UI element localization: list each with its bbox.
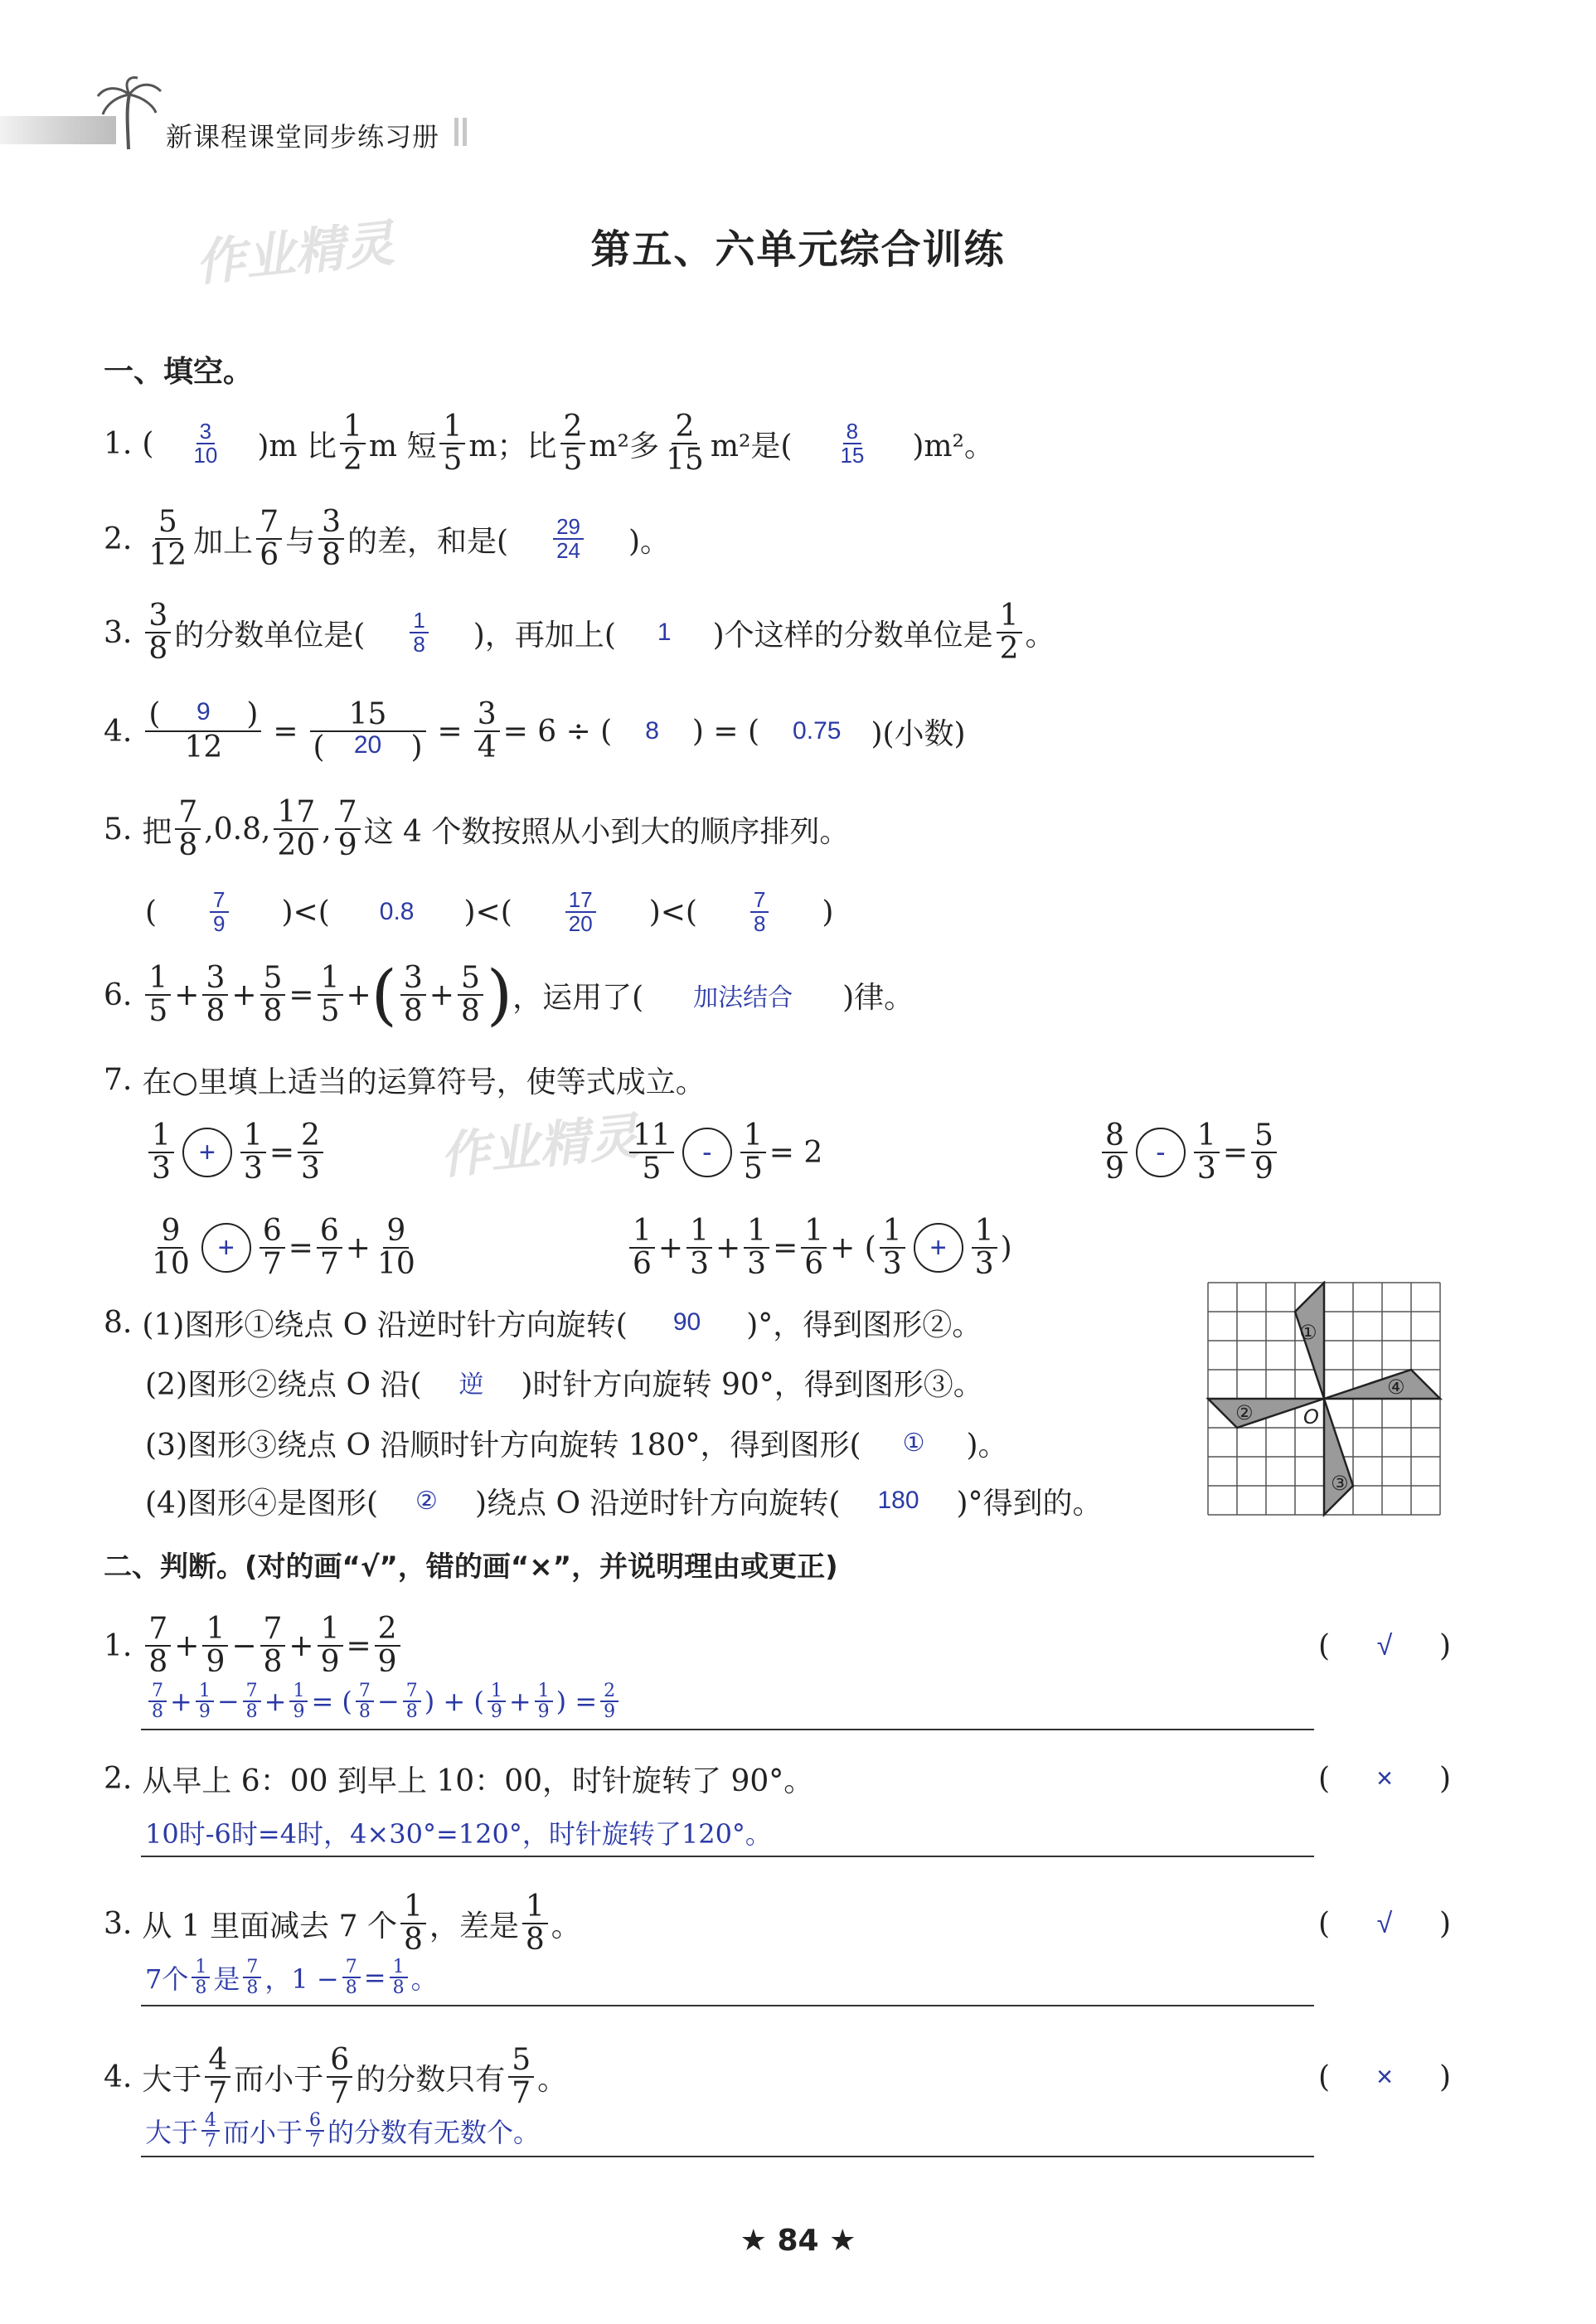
answer-fraction: $\frac{3}{10}$ bbox=[193, 418, 218, 468]
question-number: 5. bbox=[104, 812, 133, 847]
question-text: 。 bbox=[551, 1909, 581, 1943]
question-text: 与 bbox=[285, 524, 316, 559]
operator-circle: - bbox=[682, 1128, 732, 1177]
question-number: 4. bbox=[104, 2060, 133, 2094]
question-text: (2)图形②绕点 O 沿( bbox=[145, 1367, 422, 1402]
question-text: )m 比 bbox=[257, 429, 337, 463]
judgement-mark: ( × ) bbox=[1318, 2060, 1451, 2094]
question-text: 把 bbox=[142, 814, 172, 849]
question-text: )时针方向旋转 90°，得到图形③。 bbox=[521, 1367, 983, 1402]
fraction: 15 ( 20 ) bbox=[310, 699, 426, 764]
answer-value: 0.8 bbox=[379, 898, 415, 925]
question-text: )，再加上( bbox=[473, 618, 616, 653]
explanation-2: 10时-6时=4时，4×30°=120°，时针旋转了120°。 bbox=[145, 1818, 772, 1850]
fraction: $\frac{7}{8}$ bbox=[175, 797, 201, 861]
question-text: 在○里填上适当的运算符号，使等式成立。 bbox=[142, 1065, 706, 1099]
book-title: 新课程课堂同步练习册 bbox=[166, 121, 440, 153]
judgement-4: 4. 大于 $\frac{4}{7}$ 而小于 $\frac{6}{7}$ 的分数只有 $\frac{5}{7}$ 。 bbox=[104, 2043, 568, 2110]
section-heading: 一、填空。 bbox=[104, 355, 254, 389]
fraction: $\frac{2}{5}$ bbox=[560, 411, 586, 476]
answer-value: 8 bbox=[645, 717, 659, 745]
answer-fraction: $\frac{29}{24}$ bbox=[553, 516, 584, 563]
question-text: ) = ( bbox=[691, 714, 760, 749]
header-divider bbox=[454, 118, 458, 146]
answer-value: 180 bbox=[877, 1487, 919, 1514]
answer-fraction: $\frac{1}{8}$ bbox=[410, 609, 428, 657]
judgement-mark: ( √ ) bbox=[1318, 1906, 1451, 1941]
question-5 bbox=[104, 792, 849, 866]
question-text: )个这样的分数单位是 bbox=[712, 618, 993, 653]
question-text: 的分数只有 bbox=[356, 2062, 506, 2097]
question-number: 4. bbox=[104, 714, 133, 749]
equation-row: $\frac{11}{5}$ - $\frac{1}{5}$ = 2 bbox=[626, 1111, 822, 1194]
question-number: 3. bbox=[104, 1906, 133, 1941]
question-text: 而小于 bbox=[234, 2062, 324, 2097]
question-text: 从 1 里面减去 7 个 bbox=[142, 1909, 397, 1943]
question-8-part-3 bbox=[145, 1418, 1008, 1468]
shape-label: ① bbox=[1299, 1321, 1317, 1344]
question-text: )°得到的。 bbox=[956, 1486, 1103, 1521]
question-text: )。 bbox=[628, 524, 671, 559]
explanation-4: 大于 $\frac{4}{7}$ 而小于 $\frac{6}{7}$ 的分数有无数个。 bbox=[145, 2109, 541, 2152]
equation-row: $\frac{1}{3}$ + $\frac{1}{3}$ = $\frac{2}{3}$ bbox=[145, 1111, 327, 1194]
palm-tree-icon bbox=[91, 76, 166, 151]
answer-value: 1 bbox=[657, 619, 672, 646]
shape-label: ④ bbox=[1387, 1375, 1405, 1399]
fraction: $\frac{2}{15}$ bbox=[666, 410, 704, 477]
fraction: $\frac{5}{12}$ bbox=[148, 505, 187, 572]
question-text: 的分数单位是( bbox=[174, 618, 366, 653]
watermark: 作业精灵 bbox=[192, 214, 397, 294]
origin-label: O bbox=[1303, 1405, 1319, 1429]
answer-value: 90 bbox=[672, 1308, 701, 1336]
judgement-mark: ( √ ) bbox=[1318, 1628, 1451, 1663]
rotation-grid-figure bbox=[1206, 1281, 1447, 1521]
paren: ( bbox=[142, 426, 154, 461]
question-text: 大于 bbox=[142, 2062, 202, 2097]
fraction: ( 9 ) 12 bbox=[145, 699, 261, 764]
question-number: 1. bbox=[104, 426, 133, 461]
question-text: )m²。 bbox=[912, 429, 994, 463]
question-text: ，差是 bbox=[429, 1909, 519, 1943]
question-number: 2. bbox=[104, 1761, 133, 1796]
question-number: 8. bbox=[104, 1305, 133, 1340]
question-text: ,0.8, bbox=[204, 812, 271, 847]
answer-underline bbox=[141, 1856, 1314, 1857]
question-8-part-4 bbox=[145, 1476, 1103, 1526]
question-2 bbox=[104, 502, 670, 576]
fraction: $\frac{1}{5}$ bbox=[439, 411, 465, 476]
equation-row: $\frac{8}{9}$ - $\frac{1}{3}$ = $\frac{5}{9}$ bbox=[1099, 1111, 1280, 1194]
judgement-1: 1. $\frac{7}{8}$ + $\frac{1}{9}$ − $\frac{7}{8}$ + $\frac{1}{9}$ = $\frac{2}{9}$ bbox=[104, 1604, 404, 1687]
answer-value: ② bbox=[415, 1487, 438, 1515]
watermark: 作业精灵 bbox=[437, 1107, 642, 1186]
answer-value: ① bbox=[902, 1429, 925, 1457]
question-text: ，运用了( bbox=[512, 980, 644, 1015]
judgement-mark: ( × ) bbox=[1318, 1761, 1451, 1796]
answer-fraction: $\frac{8}{15}$ bbox=[840, 418, 865, 468]
question-number: 7. bbox=[104, 1062, 133, 1097]
question-7 bbox=[104, 1055, 706, 1104]
question-text: m；比 bbox=[468, 429, 557, 463]
page-title: 第五、六单元综合训练 bbox=[590, 226, 1006, 273]
answer-value: 0.75 bbox=[793, 717, 842, 745]
section-heading: 二、判断。(对的画“√”，错的画“×”，并说明理由或更正) bbox=[104, 1550, 838, 1584]
question-4: 4. ( 9 ) 12 = 15 ( 20 ) = $\frac{3}{4}$ = 6 ÷ ( 8 ) = ( 0.75 )(小数) bbox=[104, 697, 966, 764]
question-text: m 短 bbox=[368, 429, 437, 463]
answer-underline bbox=[141, 1729, 1314, 1730]
question-1 bbox=[104, 406, 994, 481]
question-8-part-2 bbox=[145, 1357, 983, 1407]
operator-circle: - bbox=[1136, 1128, 1186, 1177]
explanation-3: 7个 $\frac{1}{8}$ 是 $\frac{7}{8}$ ，1 − $\frac{7}{8}$ = $\frac{1}{8}$ 。 bbox=[145, 1956, 438, 1998]
question-text: 的差，和是( bbox=[347, 524, 509, 559]
answer-underline bbox=[141, 2156, 1314, 2157]
operator-circle: + bbox=[914, 1223, 963, 1273]
question-number: 2. bbox=[104, 522, 133, 556]
answer-value: 逆 bbox=[458, 1371, 484, 1399]
operator-circle: + bbox=[201, 1223, 251, 1273]
question-text: m²是( bbox=[710, 429, 793, 463]
answer-fraction: $\frac{7}{9}$ bbox=[210, 889, 228, 936]
question-number: 6. bbox=[104, 978, 133, 1012]
fraction: $\frac{1}{2}$ bbox=[340, 411, 366, 476]
question-text: , bbox=[322, 812, 332, 847]
question-number: 1. bbox=[104, 1628, 133, 1663]
fraction: $\frac{3}{8}$ bbox=[318, 507, 344, 571]
operator-circle: + bbox=[182, 1128, 232, 1177]
question-number: 3. bbox=[104, 615, 133, 650]
shape-label: ③ bbox=[1331, 1472, 1349, 1495]
answer-fraction: $\frac{7}{8}$ bbox=[750, 889, 769, 936]
answer-value: 加法结合 bbox=[693, 984, 793, 1012]
paren: ( bbox=[145, 895, 158, 929]
page-number: ★ 84 ★ bbox=[740, 2224, 856, 2258]
question-text: )°，得到图形②。 bbox=[746, 1308, 982, 1342]
question-text: 加上 bbox=[193, 524, 254, 559]
fraction: $\frac{3}{4}$ bbox=[474, 699, 500, 764]
answer-fraction: $\frac{17}{20}$ bbox=[565, 889, 596, 936]
equation-row: $\frac{1}{6}$ + $\frac{1}{3}$ + $\frac{1}{3}$ = $\frac{1}{6}$ + ( $\frac{1}{3}$ + $\frac{1}{3}$ ) bbox=[626, 1206, 1012, 1289]
shape-label: ② bbox=[1235, 1401, 1254, 1424]
explanation-1: $\frac{7}{8}$ + $\frac{1}{9}$ − $\frac{7}{8}$ + $\frac{1}{9}$ = ( $\frac{7}{8}$ − $\frac{7}{8}$ ) + ( $\frac{1}{9}$ + $\frac{1}{9}$ ) = $\frac{2}{9}$ bbox=[145, 1676, 622, 1726]
question-text: (3)图形③绕点 O 沿顺时针方向旋转 180°，得到图形( bbox=[145, 1428, 861, 1463]
rotation-grid bbox=[1206, 1281, 1447, 1521]
question-5-answer: ( $\frac{7}{9}$ )<( 0.8 )<( $\frac{17}{20}$ )<( $\frac{7}{8}$ ) bbox=[145, 886, 834, 936]
question-3 bbox=[104, 595, 1055, 670]
question-text: 这 4 个数按照从小到大的顺序排列。 bbox=[363, 814, 850, 849]
question-text: 从早上 6：00 到早上 10：00，时针旋转了 90°。 bbox=[142, 1764, 814, 1798]
judgement-3: 3. 从 1 里面减去 7 个 $\frac{1}{8}$ ，差是 $\frac{1}{8}$ 。 bbox=[104, 1890, 581, 1957]
equation-row: $\frac{9}{10}$ + $\frac{6}{7}$ = $\frac{6}{7}$ + $\frac{9}{10}$ bbox=[152, 1214, 415, 1281]
question-text: (1)图形①绕点 O 沿逆时针方向旋转( bbox=[142, 1308, 628, 1342]
fraction: $\frac{3}{8}$ bbox=[145, 600, 171, 665]
question-6: 6. $\frac{1}{5}$ + $\frac{3}{8}$ + $\frac{5}{8}$ = $\frac{1}{5}$ + ( $\frac{3}{8}$ + $\frac{5}{8}$ ) ，运用了( 加法结合 )律。 bbox=[104, 956, 914, 1033]
paren: ) bbox=[822, 895, 834, 929]
judgement-2 bbox=[104, 1754, 813, 1803]
fraction: $\frac{7}{9}$ bbox=[335, 797, 361, 861]
question-text: m²多 bbox=[589, 429, 659, 463]
question-text: = 6 ÷ ( bbox=[502, 714, 613, 749]
question-text: )。 bbox=[966, 1428, 1008, 1463]
answer-underline bbox=[141, 2005, 1314, 2006]
question-text: )(小数) bbox=[871, 716, 966, 751]
question-text: 。 bbox=[1025, 618, 1055, 653]
question-text: )律。 bbox=[842, 980, 914, 1015]
fraction: $\frac{17}{20}$ bbox=[274, 797, 318, 861]
question-text: )绕点 O 沿逆时针方向旋转( bbox=[474, 1486, 841, 1521]
question-text: 。 bbox=[537, 2062, 568, 2097]
question-text: (4)图形④是图形( bbox=[145, 1486, 379, 1521]
fraction: $\frac{1}{2}$ bbox=[997, 600, 1022, 665]
fraction: $\frac{7}{6}$ bbox=[256, 507, 282, 571]
question-8-part-1 bbox=[104, 1298, 982, 1347]
header-divider bbox=[463, 118, 467, 146]
